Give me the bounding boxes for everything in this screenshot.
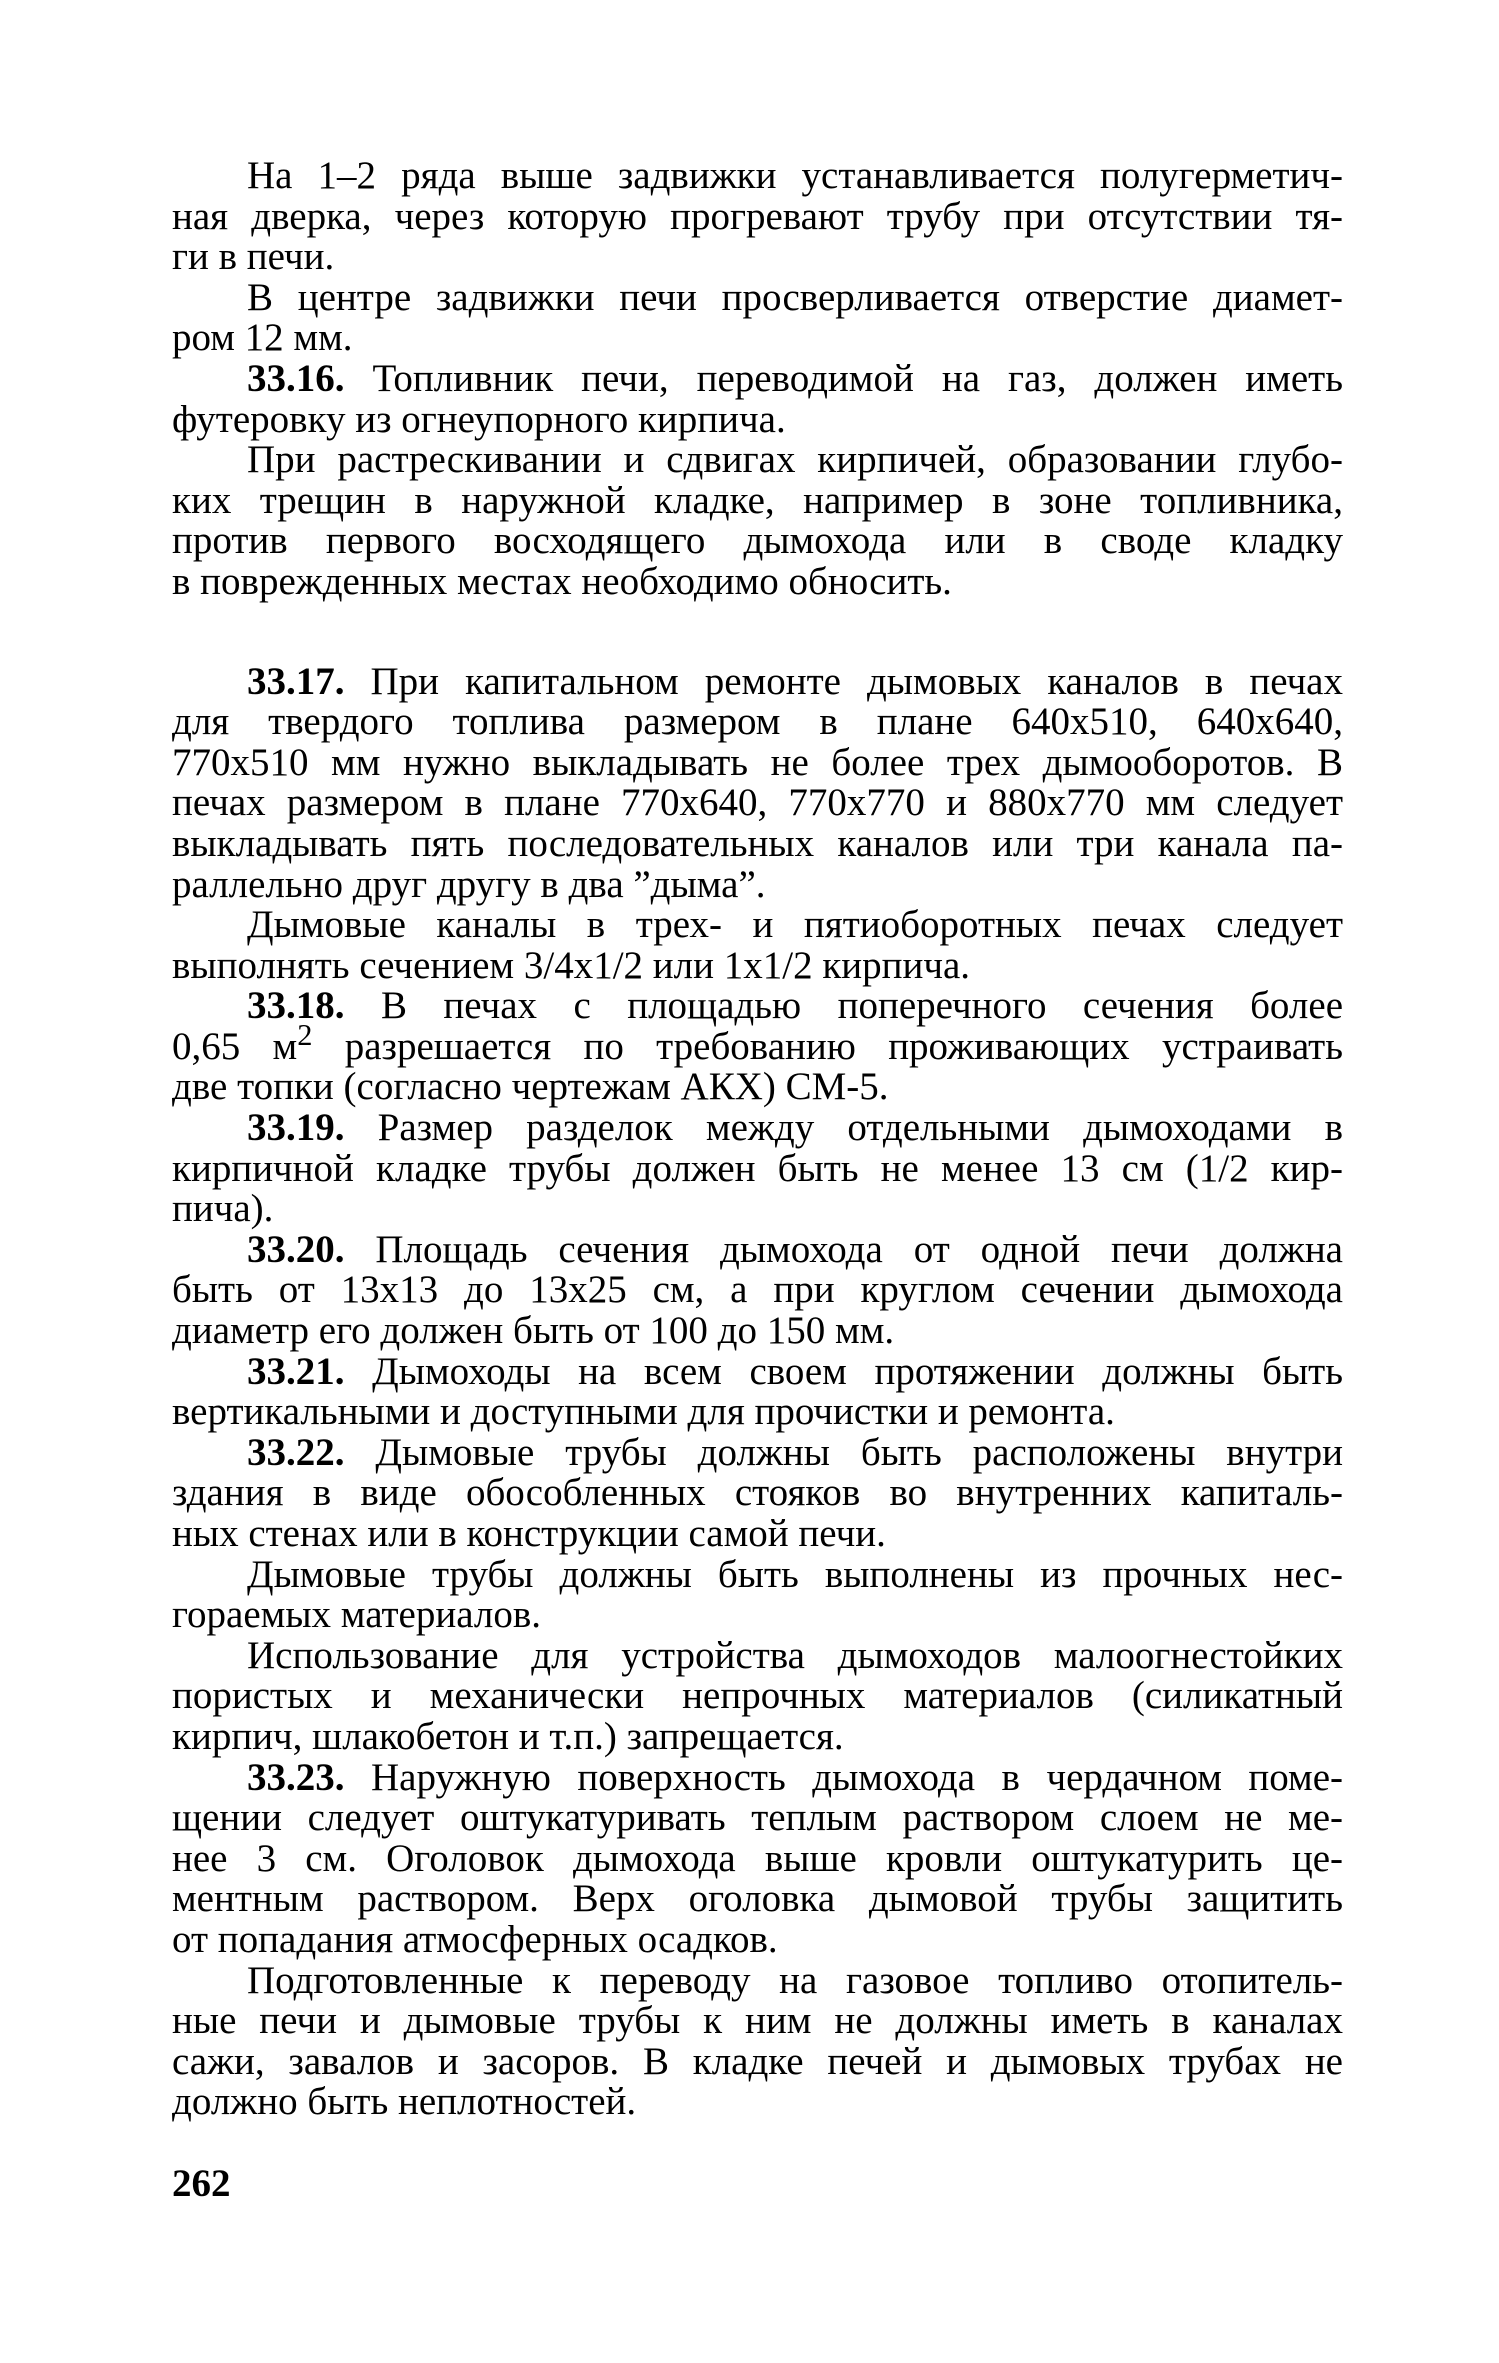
text-line [172, 1349, 1343, 1393]
text-line [172, 1595, 1343, 1636]
section-number: 33.16. [247, 356, 345, 400]
text-segment: На 1–2 ряда выше задвижки устанавливается полугерметич- [247, 154, 1343, 197]
text-line [172, 156, 1343, 197]
text-segment: Подготовленные к переводу на газовое топливо отопитель- [247, 1958, 1343, 2002]
text-segment: ных стенах или в конструкции самой печи. [172, 1512, 886, 1555]
text-line [172, 1108, 1343, 1149]
section-number: 33.17. [247, 659, 345, 703]
text-segment: ких трещин в наружной кладке, например в зоне топливника, [172, 478, 1343, 522]
text-segment: Дымовые трубы должны быть выполнены из прочных нес- [247, 1552, 1343, 1596]
text-segment: 770х510 мм нужно выкладывать не более трех дымооборотов. В [172, 740, 1343, 784]
text-line [172, 1392, 1343, 1433]
text-segment: футеровку из огнеупорного кирпича. [172, 397, 786, 441]
section-number: 33.18. [247, 984, 345, 1028]
text-line [172, 1798, 1343, 1839]
text-line [172, 194, 1343, 238]
text-segment: быть от 13х13 до 13х25 см, а при круглом сечении дымохода [172, 1268, 1343, 1312]
text-segment: кирпичной кладке трубы должен быть не менее 13 см (1/2 кир- [172, 1146, 1343, 1190]
text-segment: кирпич, шлакобетон и т.п.) запрещается. [172, 1714, 844, 1758]
text-line [172, 2039, 1343, 2083]
text-segment: ром 12 мм. [172, 316, 353, 360]
section-number: 33.23. [247, 1755, 345, 1799]
text-line [172, 1552, 1343, 1596]
text-segment: в поврежденных местах необходимо обносить. [172, 559, 952, 603]
text-segment: Использование для устройства дымоходов малоогнестойких [247, 1633, 1343, 1677]
text-line [172, 1227, 1343, 1271]
text-line [172, 356, 1343, 400]
text-segment: При растрескивании и сдвигах кирпичей, образовании глубо- [247, 438, 1343, 482]
text-line [172, 478, 1343, 522]
section-number: 33.20. [247, 1227, 345, 1271]
text-segment: против первого восходящего дымохода или в своде кладку [172, 519, 1343, 563]
text-line [172, 1146, 1343, 1190]
text-line [172, 1836, 1343, 1880]
text-line [172, 1879, 1343, 1920]
text-line [172, 862, 1343, 906]
text-line [172, 1755, 1343, 1799]
text-line [172, 1018, 1343, 1068]
text-segment: две топки (согласно чертежам АКХ) СМ-5. [172, 1065, 889, 1109]
text-line [172, 1270, 1343, 1311]
text-segment: Дымоходы на всем своем протяжении должны быть [344, 1349, 1343, 1393]
text-segment: нее 3 см. Оголовок дымохода выше кровли оштукатурить це- [172, 1836, 1343, 1880]
text-segment: пича). [172, 1187, 274, 1231]
text-segment: В печах с площадью поперечного сечения более [344, 984, 1343, 1028]
text-segment: Наружную поверхность дымохода в чердачном поме- [344, 1755, 1343, 1799]
text-line [172, 1514, 1343, 1555]
text-line [172, 1473, 1343, 1514]
text-line [172, 275, 1343, 319]
text-segment: разрешается по требованию проживающих устраивать [312, 1024, 1343, 1068]
text-line [172, 1633, 1343, 1677]
text-segment: выполнять сечением 3/4х1/2 или 1х1/2 кирпича. [172, 943, 971, 987]
text-segment: Топливник печи, переводимой на газ, должен иметь [344, 356, 1343, 400]
text-line [172, 783, 1343, 824]
text-segment: пористых и механически непрочных материалов (силикатный [172, 1674, 1343, 1718]
text-segment: сажи, завалов и засоров. В кладке печей и дымовых трубах не [172, 2039, 1343, 2083]
text-segment: для твердого топлива размером в плане 640х510, 640х640, [172, 700, 1343, 744]
text-line [172, 1917, 1343, 1961]
text-segment: диаметр его должен быть от 100 до 150 мм. [172, 1309, 895, 1353]
text-line [172, 1189, 1343, 1230]
text-line [172, 740, 1343, 784]
text-segment: здания в виде обособленных стояков во внутренних капиталь- [172, 1471, 1343, 1515]
text-line [172, 1311, 1343, 1352]
text-line [172, 1958, 1343, 2002]
text-line [172, 237, 1343, 278]
text-segment: гораемых материалов. [172, 1593, 541, 1637]
text-segment: печах размером в плане 770х640, 770х770 и 880х770 мм следует [172, 781, 1343, 825]
section-number: 33.19. [247, 1106, 345, 1150]
text-segment: ные печи и дымовые трубы к ним не должны иметь в каналах [172, 1999, 1343, 2043]
text-segment: Площадь сечения дымохода от одной печи должна [344, 1227, 1343, 1271]
text-block [172, 156, 1343, 2123]
text-line [172, 559, 1343, 603]
text-line [172, 905, 1343, 946]
text-segment: ги в печи. [172, 235, 335, 279]
text-line [172, 521, 1343, 562]
text-segment: ментным раствором. Верх оголовка дымовой трубы защитить [172, 1877, 1343, 1921]
text-line [172, 318, 1343, 359]
text-segment: Размер разделок между отдельными дымоходами в [344, 1106, 1343, 1150]
text-segment: выкладывать пять последовательных каналов или три канала па- [172, 821, 1343, 865]
text-line [172, 1067, 1343, 1108]
text-line [172, 821, 1343, 865]
page-number: 262 [172, 2162, 231, 2205]
text-segment: В центре задвижки печи просверливается отверстие диамет- [247, 275, 1343, 319]
text-segment: ная дверка, через которую прогревают трубу при отсутствии тя- [172, 194, 1343, 238]
text-line [172, 1676, 1343, 1717]
text-segment: Дымовые трубы должны быть расположены внутри [344, 1430, 1343, 1474]
text-line [172, 702, 1343, 743]
text-segment: щении следует оштукатуривать теплым раствором слоем не ме- [172, 1796, 1343, 1840]
superscript: 2 [297, 1018, 313, 1053]
text-segment: раллельно друг другу в два ”дыма”. [172, 862, 766, 906]
text-segment: 0,65 м [172, 1024, 298, 1068]
text-segment: Дымовые каналы в трех- и пятиоборотных печах следует [247, 903, 1343, 947]
text-line [172, 2082, 1343, 2123]
text-line [172, 440, 1343, 481]
text-line [172, 986, 1343, 1027]
section-number: 33.21. [247, 1349, 345, 1393]
text-segment: от попадания атмосферных осадков. [172, 1917, 778, 1961]
text-segment: При капитальном ремонте дымовых каналов в печах [344, 659, 1343, 703]
text-line [172, 2001, 1343, 2042]
section-number: 33.22. [247, 1430, 345, 1474]
text-segment: вертикальными и доступными для прочистки и ремонта. [172, 1390, 1115, 1434]
text-line [172, 943, 1343, 987]
text-line [172, 397, 1343, 441]
text-segment: должно быть неплотностей. [172, 2080, 637, 2124]
text-line [172, 659, 1343, 703]
text-line [172, 1430, 1343, 1474]
text-line [172, 1714, 1343, 1758]
